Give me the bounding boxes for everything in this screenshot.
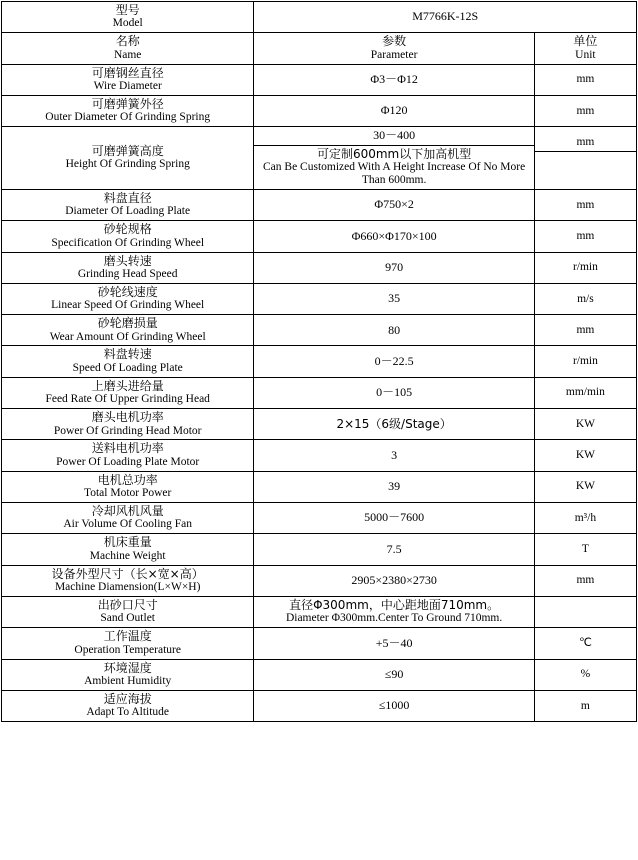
row-unit: mm — [576, 136, 595, 149]
row-name-cell — [2, 252, 254, 283]
row-value-range: 30－400 — [373, 128, 416, 143]
row-name-cn: 机床重量 — [103, 535, 152, 550]
table-row — [2, 503, 637, 534]
row-unit: mm — [576, 73, 595, 86]
row-value-cell — [254, 283, 534, 314]
model-value: M7766K-12S — [412, 9, 479, 24]
row-name-cn: 环境湿度 — [103, 660, 152, 675]
row-value-cell — [254, 409, 534, 440]
table-row — [2, 283, 637, 314]
column-header-parameter — [254, 33, 534, 64]
row-name-cn: 可磨弹簧高度 — [91, 143, 164, 158]
row-name-cn: 料盘直径 — [103, 190, 152, 205]
row-name-en: Linear Speed Of Grinding Wheel — [51, 299, 205, 312]
row-value-cell — [254, 64, 534, 95]
row-name-en: Operation Temperature — [74, 643, 181, 656]
row-unit-cell — [534, 409, 636, 440]
row-unit-cell — [534, 596, 636, 627]
row-value-cell — [254, 252, 534, 283]
row-unit: r/min — [572, 355, 598, 368]
column-header-name — [2, 33, 254, 64]
row-name-cell — [2, 283, 254, 314]
row-unit-cell — [534, 534, 636, 565]
column-header-parameter-cn: 参数 — [382, 34, 407, 49]
row-name-cell — [2, 377, 254, 408]
specification-table — [1, 1, 637, 722]
row-name-en: Adapt To Altitude — [86, 706, 170, 719]
row-unit-cell — [534, 189, 636, 220]
row-name-cn: 上磨头进给量 — [91, 378, 164, 393]
row-unit-empty — [535, 154, 636, 167]
row-unit-cell — [534, 315, 636, 346]
column-header-unit-cn: 单位 — [573, 34, 598, 49]
column-header-name-cn: 名称 — [115, 34, 140, 49]
row-value-cell — [254, 534, 534, 565]
row-value: 39 — [388, 479, 401, 494]
row-value-bottom — [254, 146, 533, 189]
row-unit: m/s — [577, 292, 594, 305]
table-row-model — [2, 2, 637, 33]
row-value-cell — [254, 471, 534, 502]
table-row — [2, 690, 637, 721]
row-value: 2×15（6级/Stage） — [336, 416, 452, 431]
row-value: Φ660×Φ170×100 — [351, 228, 437, 243]
row-name-cell — [2, 64, 254, 95]
row-unit-cell — [534, 221, 636, 252]
row-name-en: Feed Rate Of Upper Grinding Head — [45, 393, 210, 406]
row-value-cell — [254, 565, 534, 596]
row-value: 7.5 — [386, 541, 402, 556]
row-name-cell — [2, 315, 254, 346]
row-value-cell — [254, 596, 534, 627]
row-name-cell — [2, 95, 254, 126]
table-row — [2, 628, 637, 659]
row-value-note-cn: 可定制600mm以下加高机型 — [316, 146, 472, 161]
row-value-en: Diameter Φ300mm.Center To Ground 710mm. — [285, 612, 503, 625]
table-row — [2, 471, 637, 502]
row-value-cell — [254, 189, 534, 220]
row-name-cell — [2, 503, 254, 534]
row-name-cell — [2, 346, 254, 377]
row-value: 3 — [391, 447, 398, 462]
row-name-cell — [2, 221, 254, 252]
row-unit-cell — [534, 252, 636, 283]
row-unit-cell — [534, 377, 636, 408]
row-unit-cell — [534, 346, 636, 377]
row-unit: mm — [576, 323, 595, 336]
row-value: ≤1000 — [378, 698, 410, 713]
table-row — [2, 252, 637, 283]
row-value-top — [254, 127, 533, 145]
row-name-cell — [2, 628, 254, 659]
row-value: 2905×2380×2730 — [351, 573, 437, 588]
row-value-cn: 直径Φ300mm，中心距地面710mm。 — [289, 597, 500, 612]
row-name-en: Total Motor Power — [84, 487, 172, 500]
row-name-cn: 设备外型尺寸（长×宽×高） — [51, 566, 204, 581]
row-unit: mm — [576, 198, 595, 211]
model-value-cell — [254, 2, 637, 33]
row-name-cn: 送料电机功率 — [91, 441, 164, 456]
row-value-cell — [254, 127, 534, 190]
row-name-cn: 可磨钢丝直径 — [91, 65, 164, 80]
row-unit: % — [580, 668, 591, 681]
row-value-cell — [254, 95, 534, 126]
row-unit-cell — [534, 628, 636, 659]
table-row — [2, 221, 637, 252]
row-unit: KW — [575, 480, 595, 493]
model-label-cell — [2, 2, 254, 33]
table-row — [2, 315, 637, 346]
row-name-cn: 磨头转速 — [103, 253, 152, 268]
row-name-cn: 砂轮规格 — [103, 222, 152, 237]
row-value: +5－40 — [375, 635, 413, 650]
table-row-grinding-spring-height — [2, 127, 637, 190]
row-value-note-en: Can Be Customized With A Height Increase Of No More Than 600mm. — [263, 161, 526, 186]
row-unit: KW — [575, 417, 595, 430]
row-value: Φ3－Φ12 — [370, 72, 418, 87]
row-name-en: Height Of Grinding Spring — [65, 158, 190, 171]
table-row — [2, 534, 637, 565]
row-unit: r/min — [572, 261, 598, 274]
row-unit: T — [581, 543, 589, 556]
row-name-cn: 出砂口尺寸 — [97, 597, 158, 612]
table-row — [2, 659, 637, 690]
table-row — [2, 64, 637, 95]
row-name-en: Wire Diameter — [93, 80, 162, 93]
row-name-cn: 可磨弹簧外径 — [91, 96, 164, 111]
table-row — [2, 95, 637, 126]
row-name-cell — [2, 409, 254, 440]
row-name-en: Sand Outlet — [100, 612, 155, 625]
row-unit-cell — [534, 64, 636, 95]
column-header-name-en: Name — [113, 48, 142, 61]
row-value-cell — [254, 628, 534, 659]
row-unit-cell — [534, 503, 636, 534]
row-unit-cell — [534, 659, 636, 690]
row-name-cell — [2, 471, 254, 502]
row-value-cell — [254, 503, 534, 534]
row-unit: mm — [576, 104, 595, 117]
row-name-en: Grinding Head Speed — [77, 267, 178, 280]
row-unit: mm — [576, 574, 595, 587]
row-unit-cell — [534, 95, 636, 126]
model-label-cn: 型号 — [115, 3, 140, 17]
row-name-en: Specification Of Grinding Wheel — [51, 236, 205, 249]
row-name-cell — [2, 189, 254, 220]
row-value: 0－22.5 — [374, 353, 414, 368]
row-name-en: Machine Diamension(L×W×H) — [54, 581, 201, 594]
row-name-cn: 电机总功率 — [97, 472, 158, 487]
row-name-cell — [2, 659, 254, 690]
row-name-en: Wear Amount Of Grinding Wheel — [49, 330, 206, 343]
column-header-unit-en: Unit — [575, 48, 596, 61]
row-name-cell — [2, 690, 254, 721]
table-row — [2, 189, 637, 220]
row-unit: m³/h — [574, 511, 597, 524]
row-name-en: Power Of Loading Plate Motor — [56, 455, 200, 468]
model-label-en: Model — [112, 17, 143, 30]
row-value: ≤90 — [384, 667, 404, 681]
row-name-cn: 磨头电机功率 — [91, 410, 164, 425]
row-value-cell — [254, 377, 534, 408]
row-value-cell — [254, 690, 534, 721]
table-row-sand-outlet — [2, 596, 637, 627]
row-unit-cell — [534, 565, 636, 596]
row-value: 5000－7600 — [364, 510, 425, 525]
column-header-parameter-en: Parameter — [370, 48, 418, 61]
table-row — [2, 377, 637, 408]
row-unit-cell — [534, 690, 636, 721]
row-name-en: Machine Weight — [89, 549, 166, 562]
table-row — [2, 440, 637, 471]
row-value: Φ120 — [380, 103, 408, 118]
row-name-cn: 适应海拔 — [103, 691, 152, 706]
row-value-cell — [254, 346, 534, 377]
row-name-en: Power Of Grinding Head Motor — [53, 424, 202, 437]
row-value-cell — [254, 440, 534, 471]
row-value: 80 — [388, 322, 401, 337]
row-unit-top — [535, 134, 636, 152]
row-unit-empty-2 — [535, 167, 636, 180]
row-name-cell — [2, 127, 254, 190]
table-header-row — [2, 33, 637, 64]
row-name-en: Outer Diameter Of Grinding Spring — [45, 111, 211, 124]
row-value-cell — [254, 315, 534, 346]
table-row — [2, 565, 637, 596]
table-row — [2, 346, 637, 377]
row-name-en: Air Volume Of Cooling Fan — [63, 518, 193, 531]
row-unit: mm/min — [565, 386, 605, 399]
row-unit-cell — [534, 471, 636, 502]
row-name-cell — [2, 565, 254, 596]
row-unit-cell — [534, 283, 636, 314]
row-unit-cell — [534, 127, 636, 190]
row-name-en: Speed Of Loading Plate — [72, 361, 183, 374]
row-unit: m — [580, 699, 590, 712]
row-name-cell — [2, 440, 254, 471]
column-header-unit — [534, 33, 636, 64]
row-name-cn: 料盘转速 — [103, 347, 152, 362]
row-name-cell — [2, 534, 254, 565]
row-name-en: Ambient Humidity — [84, 675, 172, 687]
row-unit-cell — [534, 440, 636, 471]
row-unit-bottom — [535, 152, 636, 182]
row-name-cn: 冷却风机风量 — [91, 504, 164, 518]
row-value-cell — [254, 659, 534, 690]
row-name-cell — [2, 596, 254, 627]
row-value: 0－105 — [376, 385, 413, 400]
row-unit: KW — [575, 449, 595, 462]
table-row — [2, 409, 637, 440]
row-value: 970 — [385, 259, 404, 274]
row-name-cn: 工作温度 — [103, 629, 152, 644]
row-value: 35 — [388, 291, 401, 306]
row-value: Φ750×2 — [374, 197, 414, 212]
row-name-cn: 砂轮线速度 — [97, 284, 158, 299]
row-name-cn: 砂轮磨损量 — [97, 316, 158, 331]
row-name-en: Diameter Of Loading Plate — [65, 205, 191, 218]
row-unit: mm — [576, 229, 595, 242]
row-value-cell — [254, 221, 534, 252]
row-unit: ℃ — [578, 636, 592, 649]
